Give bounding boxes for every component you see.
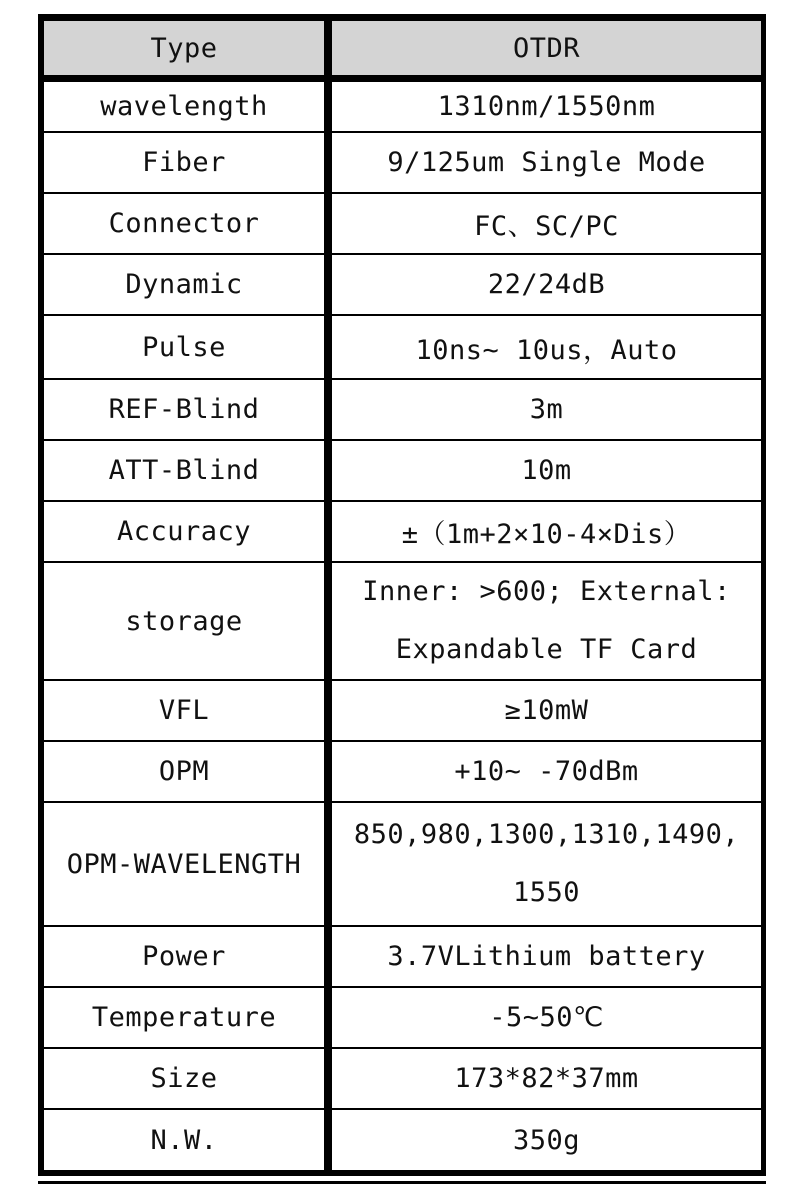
table-row: [42, 803, 763, 927]
row-value: 10ns~ 10us，Auto: [330, 316, 763, 380]
row-value: 10m: [330, 441, 763, 502]
row-label: Accuracy: [42, 502, 330, 563]
header-otdr-cell: OTDR: [330, 18, 763, 82]
bottom-rule: [38, 1181, 766, 1184]
row-label: Fiber: [42, 133, 330, 194]
table-row: [42, 502, 763, 563]
row-value: 850,980,1300,1310,1490, 1550: [330, 803, 763, 927]
row-label: Temperature: [42, 988, 330, 1049]
table-row: [42, 82, 763, 133]
row-label: Connector: [42, 194, 330, 255]
row-value: 3m: [330, 380, 763, 441]
row-label: wavelength: [42, 82, 330, 133]
table-row: [42, 441, 763, 502]
row-value: 22/24dB: [330, 255, 763, 316]
row-value: 1310nm/1550nm: [330, 82, 763, 133]
row-label: N.W.: [42, 1110, 330, 1172]
row-value: ≥10mW: [330, 681, 763, 742]
table-row: [42, 1110, 763, 1172]
table-row: [42, 681, 763, 742]
table-row: [42, 742, 763, 803]
row-value: 3.7VLithium battery: [330, 927, 763, 988]
row-value: Inner: >600; External: Expandable TF Card: [330, 563, 763, 681]
row-value: -5~50℃: [330, 988, 763, 1049]
row-value: 9/125um Single Mode: [330, 133, 763, 194]
table-row: [42, 563, 763, 681]
table-row: [42, 988, 763, 1049]
table-row: [42, 1049, 763, 1110]
row-label: REF-Blind: [42, 380, 330, 441]
row-label: Pulse: [42, 316, 330, 380]
table-row: [42, 133, 763, 194]
table-header-row: [42, 18, 763, 82]
row-value: 173*82*37mm: [330, 1049, 763, 1110]
row-label: OPM: [42, 742, 330, 803]
row-label: ATT-Blind: [42, 441, 330, 502]
row-value: +10~ -70dBm: [330, 742, 763, 803]
row-label: VFL: [42, 681, 330, 742]
row-value: FC、SC/PC: [330, 194, 763, 255]
table-row: [42, 255, 763, 316]
row-label: Dynamic: [42, 255, 330, 316]
table-row: [42, 194, 763, 255]
row-label: Power: [42, 927, 330, 988]
header-type-cell: Type: [42, 18, 330, 82]
row-value: ±（1m+2×10-4×Dis）: [330, 502, 763, 563]
table-row: [42, 380, 763, 441]
table-row: [42, 927, 763, 988]
row-label: storage: [42, 563, 330, 681]
row-value: 350g: [330, 1110, 763, 1172]
row-label: OPM-WAVELENGTH: [42, 803, 330, 927]
table-row: [42, 316, 763, 380]
row-label: Size: [42, 1049, 330, 1110]
spec-table: [38, 18, 766, 1176]
